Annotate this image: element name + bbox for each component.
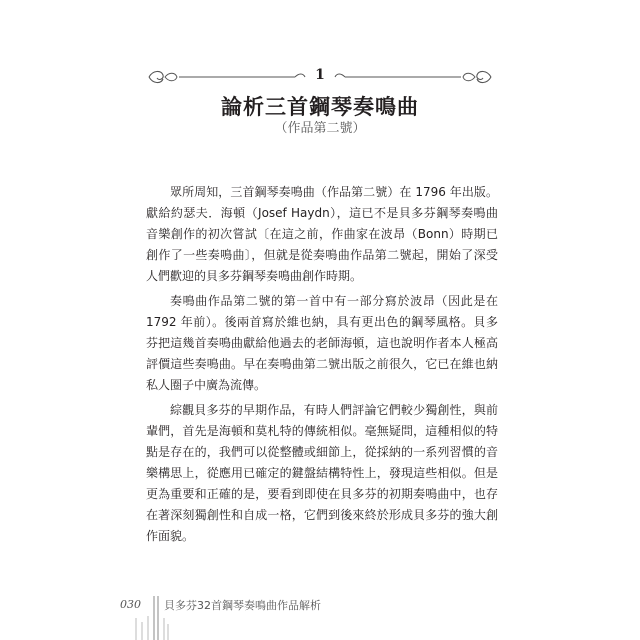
chapter-title: 論析三首鋼琴奏鳴曲 [221, 94, 419, 119]
paragraph: 綜觀貝多芬的早期作品，有時人們評論它們較少獨創性，與前輩們，首先是海頓和莫札特的傳統相似。毫無疑問，這種相似的特點是存在的，我們可以從整體或細節上，從採納的一系列習慣的音樂構思上，從應用已確定的鍵盤結構特性上，發現這些相似。但是更為重要和正確的是，要看到即使在貝多芬的初期奏鳴曲中，也存在著深刻獨創性和自成一格，它們到後來終於形成貝多芬的強大創作面貌。 [146, 403, 498, 543]
body-text [146, 182, 498, 551]
running-head: 貝多芬32首鋼琴奏鳴曲作品解析 [164, 599, 321, 612]
chapter-subtitle: （作品第二號） [274, 121, 366, 136]
chapter-number: 1 [315, 67, 325, 83]
paragraph: 眾所周知，三首鋼琴奏鳴曲（作品第二號）在 1796 年出版。獻給約瑟夫．海頓（Josef Haydn），這已不是貝多芬鋼琴奏鳴曲音樂創作的初次嘗試〔在這之前，作曲家在波昂（Bonn）時期已創作了一些奏鳴曲〕，但就是從奏鳴曲作品第二號起，開始了深受人們歡迎的貝多芬鋼琴奏鳴曲創作時期。 [146, 185, 498, 283]
page-number: 030 [120, 598, 141, 611]
paragraph: 奏鳴曲作品第二號的第一首中有一部分寫於波昂（因此是在 1792 年前）。後兩首寫於維也納，具有更出色的鋼琴風格。貝多芬把這幾首奏鳴曲獻給他過去的老師海頓，這也說明作者本人極高評價這些奏鳴曲。早在奏鳴曲第二號出版之前很久，它已在維也納私人圈子中廣為流傳。 [146, 294, 498, 392]
